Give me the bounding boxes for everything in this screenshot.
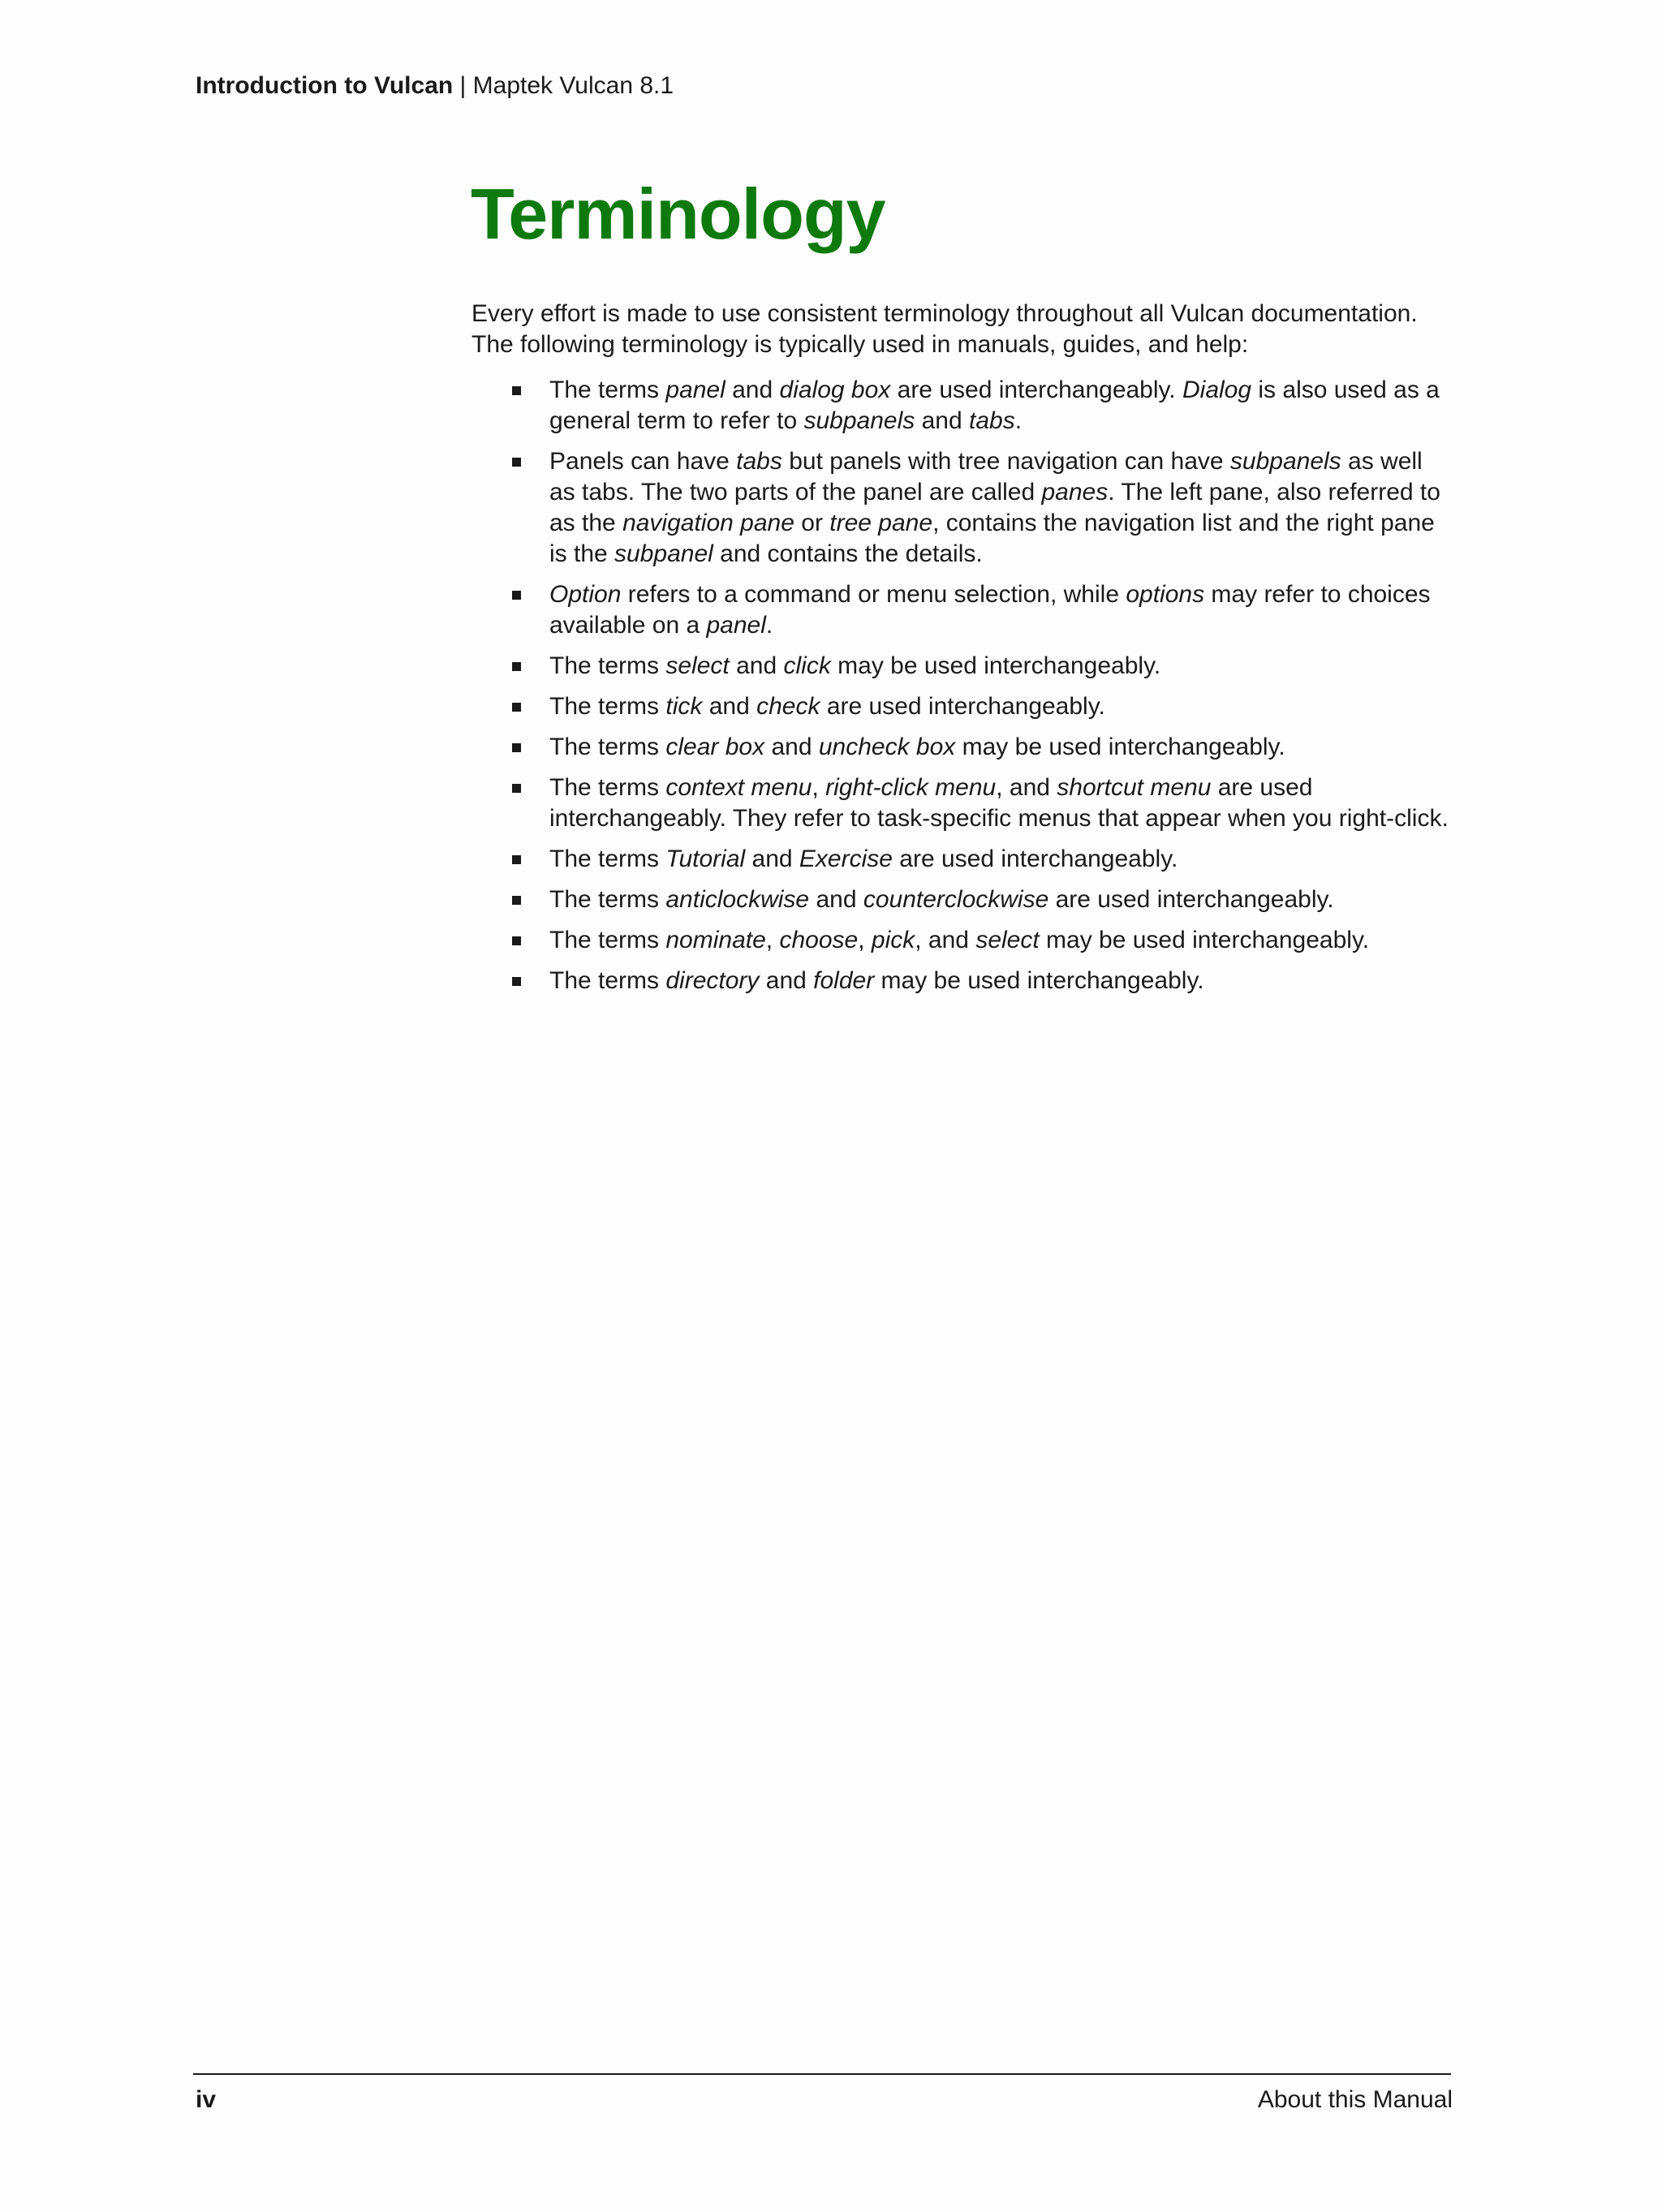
intro-line-2: The following terminology is typically used in manuals, guides, and help: — [471, 331, 1249, 358]
square-bullet-icon — [512, 458, 521, 467]
square-bullet-icon — [512, 936, 521, 945]
intro-line-1: Every effort is made to use consistent terminology throughout all Vulcan documentation. — [471, 300, 1418, 327]
footer-divider — [193, 2073, 1451, 2075]
square-bullet-icon — [512, 743, 521, 752]
list-item: The terms context menu, right-click menu, and shortcut menu are used interchangeably. They refer to task-specific menus that appear when you right-click. — [471, 772, 1453, 834]
header-product: Maptek Vulcan 8.1 — [472, 72, 674, 99]
square-bullet-icon — [512, 662, 521, 671]
list-item: The terms directory and folder may be used interchangeably. — [471, 966, 1453, 996]
square-bullet-icon — [512, 977, 521, 986]
list-item: The terms select and click may be used interchangeably. — [471, 651, 1453, 682]
square-bullet-icon — [512, 896, 521, 905]
square-bullet-icon — [512, 386, 521, 395]
footer-page-number: iv — [196, 2086, 217, 2113]
header-separator: | — [453, 72, 473, 99]
list-item: The terms anticlockwise and counterclockwise are used interchangeably. — [471, 884, 1453, 915]
square-bullet-icon — [512, 784, 521, 793]
list-item: The terms panel and dialog box are used interchangeably. Dialog is also used as a general term to refer to subpanels and tabs. — [471, 375, 1453, 437]
list-item: Panels can have tabs but panels with tree navigation can have subpanels as well as tabs. The two parts of the panel are called panes. The left pane, also referred to as the navigation pane or tree pane, contains the navigation list and the right pane is the subpanel and contains the details. — [471, 446, 1453, 570]
square-bullet-icon — [512, 703, 521, 712]
running-header — [196, 71, 674, 101]
intro-paragraph — [471, 299, 1453, 360]
list-item: The terms Tutorial and Exercise are used interchangeably. — [471, 844, 1453, 875]
square-bullet-icon — [512, 591, 521, 600]
header-doc-title: Introduction to Vulcan — [196, 72, 454, 99]
square-bullet-icon — [512, 855, 521, 864]
terminology-list — [471, 375, 1453, 1006]
list-item: Option refers to a command or menu selection, while options may refer to choices available on a panel. — [471, 579, 1453, 641]
page-title: Terminology — [471, 174, 885, 254]
list-item: The terms clear box and uncheck box may be used interchangeably. — [471, 732, 1453, 763]
footer-section-title: About this Manual — [1257, 2086, 1453, 2113]
list-item: The terms nominate, choose, pick, and select may be used interchangeably. — [471, 925, 1453, 956]
list-item: The terms tick and check are used interchangeably. — [471, 691, 1453, 722]
